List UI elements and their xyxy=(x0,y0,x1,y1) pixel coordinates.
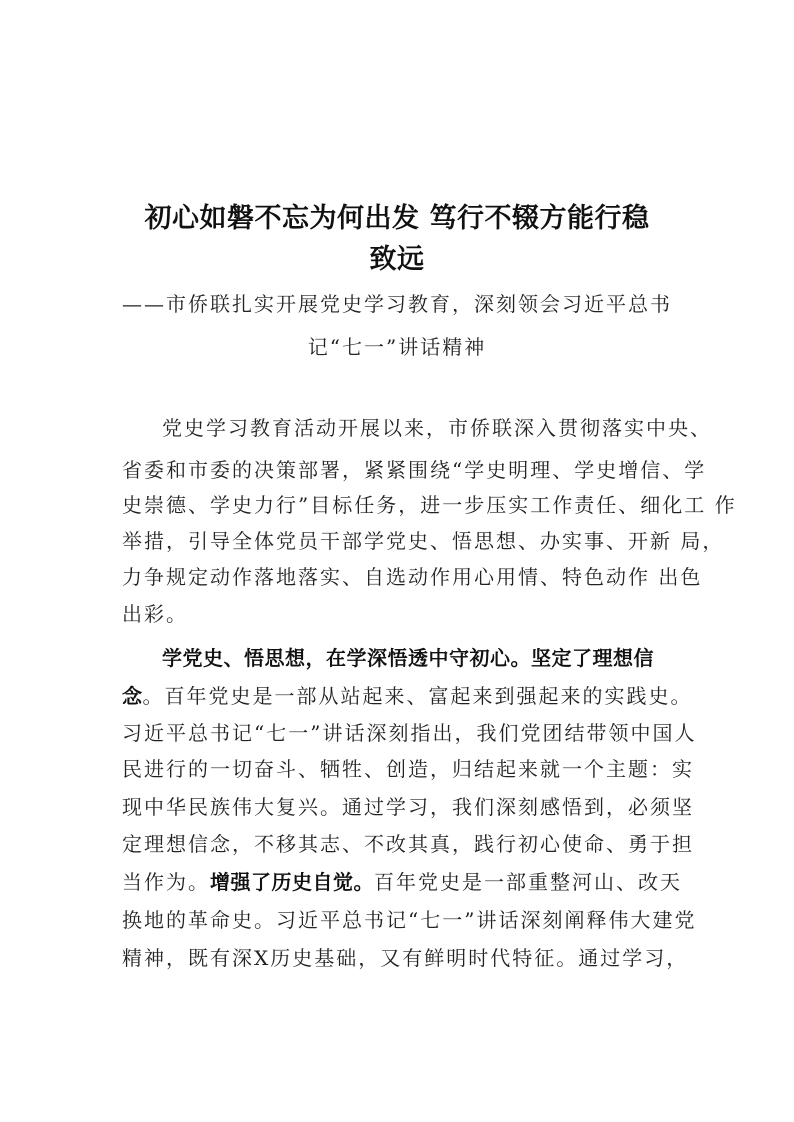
paragraph-2-line-7-bold: 增强了历史自觉。 xyxy=(210,870,374,894)
paragraph-2-line-5: 现中华民族伟大复兴。通过学习，我们深刻感悟到，必须坚 xyxy=(122,795,694,819)
paragraph-2-line-6: 定理想信念，不移其志、不改其真，践行初心使命、勇于担 xyxy=(122,832,694,856)
paragraph-2-line-7-pre: 当作为。 xyxy=(122,870,210,894)
paragraph-1-line-4: 举措，引导全体党员干部学党史、悟思想、办实事、开新 局， xyxy=(122,529,725,553)
paragraph-2-line-7-post: 百年党史是一部重整河山、改天 xyxy=(374,870,682,894)
paragraph-2-line-3: 习近平总书记“七一”讲话深刻指出，我们党团结带领中国人 xyxy=(122,721,697,745)
paragraph-2-line-2 xyxy=(122,682,693,710)
document-title-line-1: 初心如磐不忘为何出发 笃行不辍方能行稳 xyxy=(144,203,650,234)
document-subtitle-line-1: ——市侨联扎实开展党史学习教育，深刻领会习近平总书 xyxy=(122,292,672,316)
paragraph-1-line-5: 力争规定动作落地落实、自选动作用心用情、特色动作 出色 xyxy=(122,565,703,589)
document-title-line-2: 致远 xyxy=(369,244,425,275)
paragraph-2-line-9: 精神，既有深X历史基础，又有鲜明时代特征。通过学习， xyxy=(122,946,689,970)
paragraph-2-line-1-bold: 学党史、悟思想，在学深悟透中守初心。坚定了理想信 xyxy=(162,646,654,670)
paragraph-1-line-3: 史崇德、学史力行”目标任务，进一步压实工作责任、细化工 作 xyxy=(122,493,737,517)
paragraph-2-line-2-text: 。百年党史是一部从站起来、富起来到强起来的实践史。 xyxy=(142,684,693,708)
paragraph-1-line-6: 出彩。 xyxy=(122,602,188,626)
paragraph-1-line-2: 省委和市委的决策部署，紧紧围绕“学史明理、学史增信、学 xyxy=(122,458,707,482)
paragraph-2-line-7 xyxy=(122,868,682,896)
document-subtitle-line-2: 记“七一”讲话精神 xyxy=(307,335,487,359)
paragraph-1-line-1: 党史学习教育活动开展以来，市侨联深入贯彻落实中央、 xyxy=(162,416,712,440)
paragraph-2-line-2-bold: 念 xyxy=(122,684,143,708)
paragraph-2-line-8: 换地的革命史。习近平总书记“七一”讲话深刻阐释伟大建党 xyxy=(122,908,697,932)
paragraph-2-line-4: 民进行的一切奋斗、牺牲、创造，归结起来就一个主题：实 xyxy=(122,757,694,781)
